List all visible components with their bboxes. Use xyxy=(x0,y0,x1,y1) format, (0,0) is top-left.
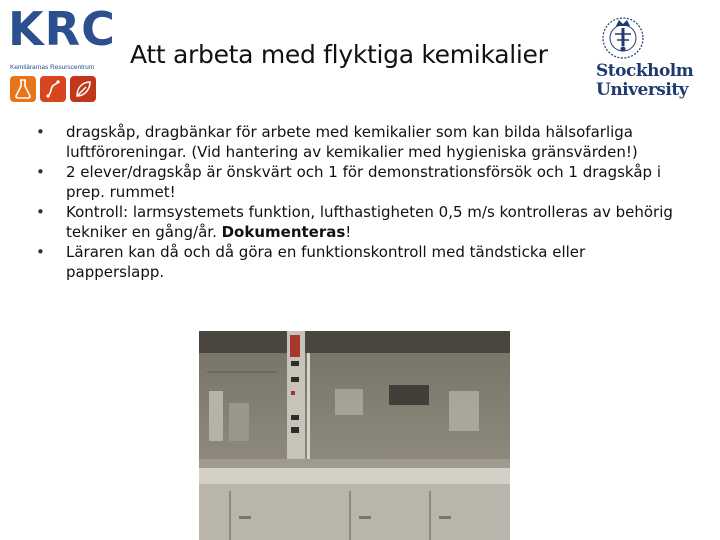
krc-logo-text: KRC xyxy=(8,2,116,56)
bullet-item xyxy=(36,202,676,242)
university-seal-icon xyxy=(594,12,652,62)
bullet-item xyxy=(36,122,676,162)
university-name xyxy=(596,62,693,100)
krc-logo-icons xyxy=(10,76,96,102)
bullet-item xyxy=(36,242,676,282)
fume-hood-photo xyxy=(199,331,510,540)
molecule-icon xyxy=(40,76,66,102)
bullet-text: Kontroll: larmsystemets funktion, lufthastigheten 0,5 m/s kontrolleras av behörig tekniker en gång/år. xyxy=(66,203,673,241)
bullet-text: dragskåp, dragbänkar för arbete med kemikalier som kan bilda hälsofarliga luftföroreningar. (Vid hantering av kemikalier med hygieniska gränsvärden!) xyxy=(66,123,638,161)
leaf-icon xyxy=(70,76,96,102)
university-name-line1: Stockholm xyxy=(596,61,694,81)
flask-icon xyxy=(10,76,36,102)
bullet-list xyxy=(36,122,676,282)
stockholm-university-logo xyxy=(588,12,698,104)
bullet-emphasis: Dokumenteras xyxy=(221,223,346,241)
bullet-item xyxy=(36,162,676,202)
university-name-line2: University xyxy=(596,80,689,100)
page-title: Att arbeta med flyktiga kemikalier xyxy=(130,40,548,69)
krc-logo xyxy=(6,2,116,103)
bullet-text: 2 elever/dragskåp är önskvärt och 1 för demonstrationsförsök och 1 dragskåp i prep. rummet! xyxy=(66,163,662,201)
bullet-text: Läraren kan då och då göra en funktionskontroll med tändsticka eller papperslapp. xyxy=(66,243,586,281)
krc-logo-subtitle: Kemilärarnas Resurscentrum xyxy=(10,64,95,71)
bullet-text-end: ! xyxy=(345,223,352,241)
